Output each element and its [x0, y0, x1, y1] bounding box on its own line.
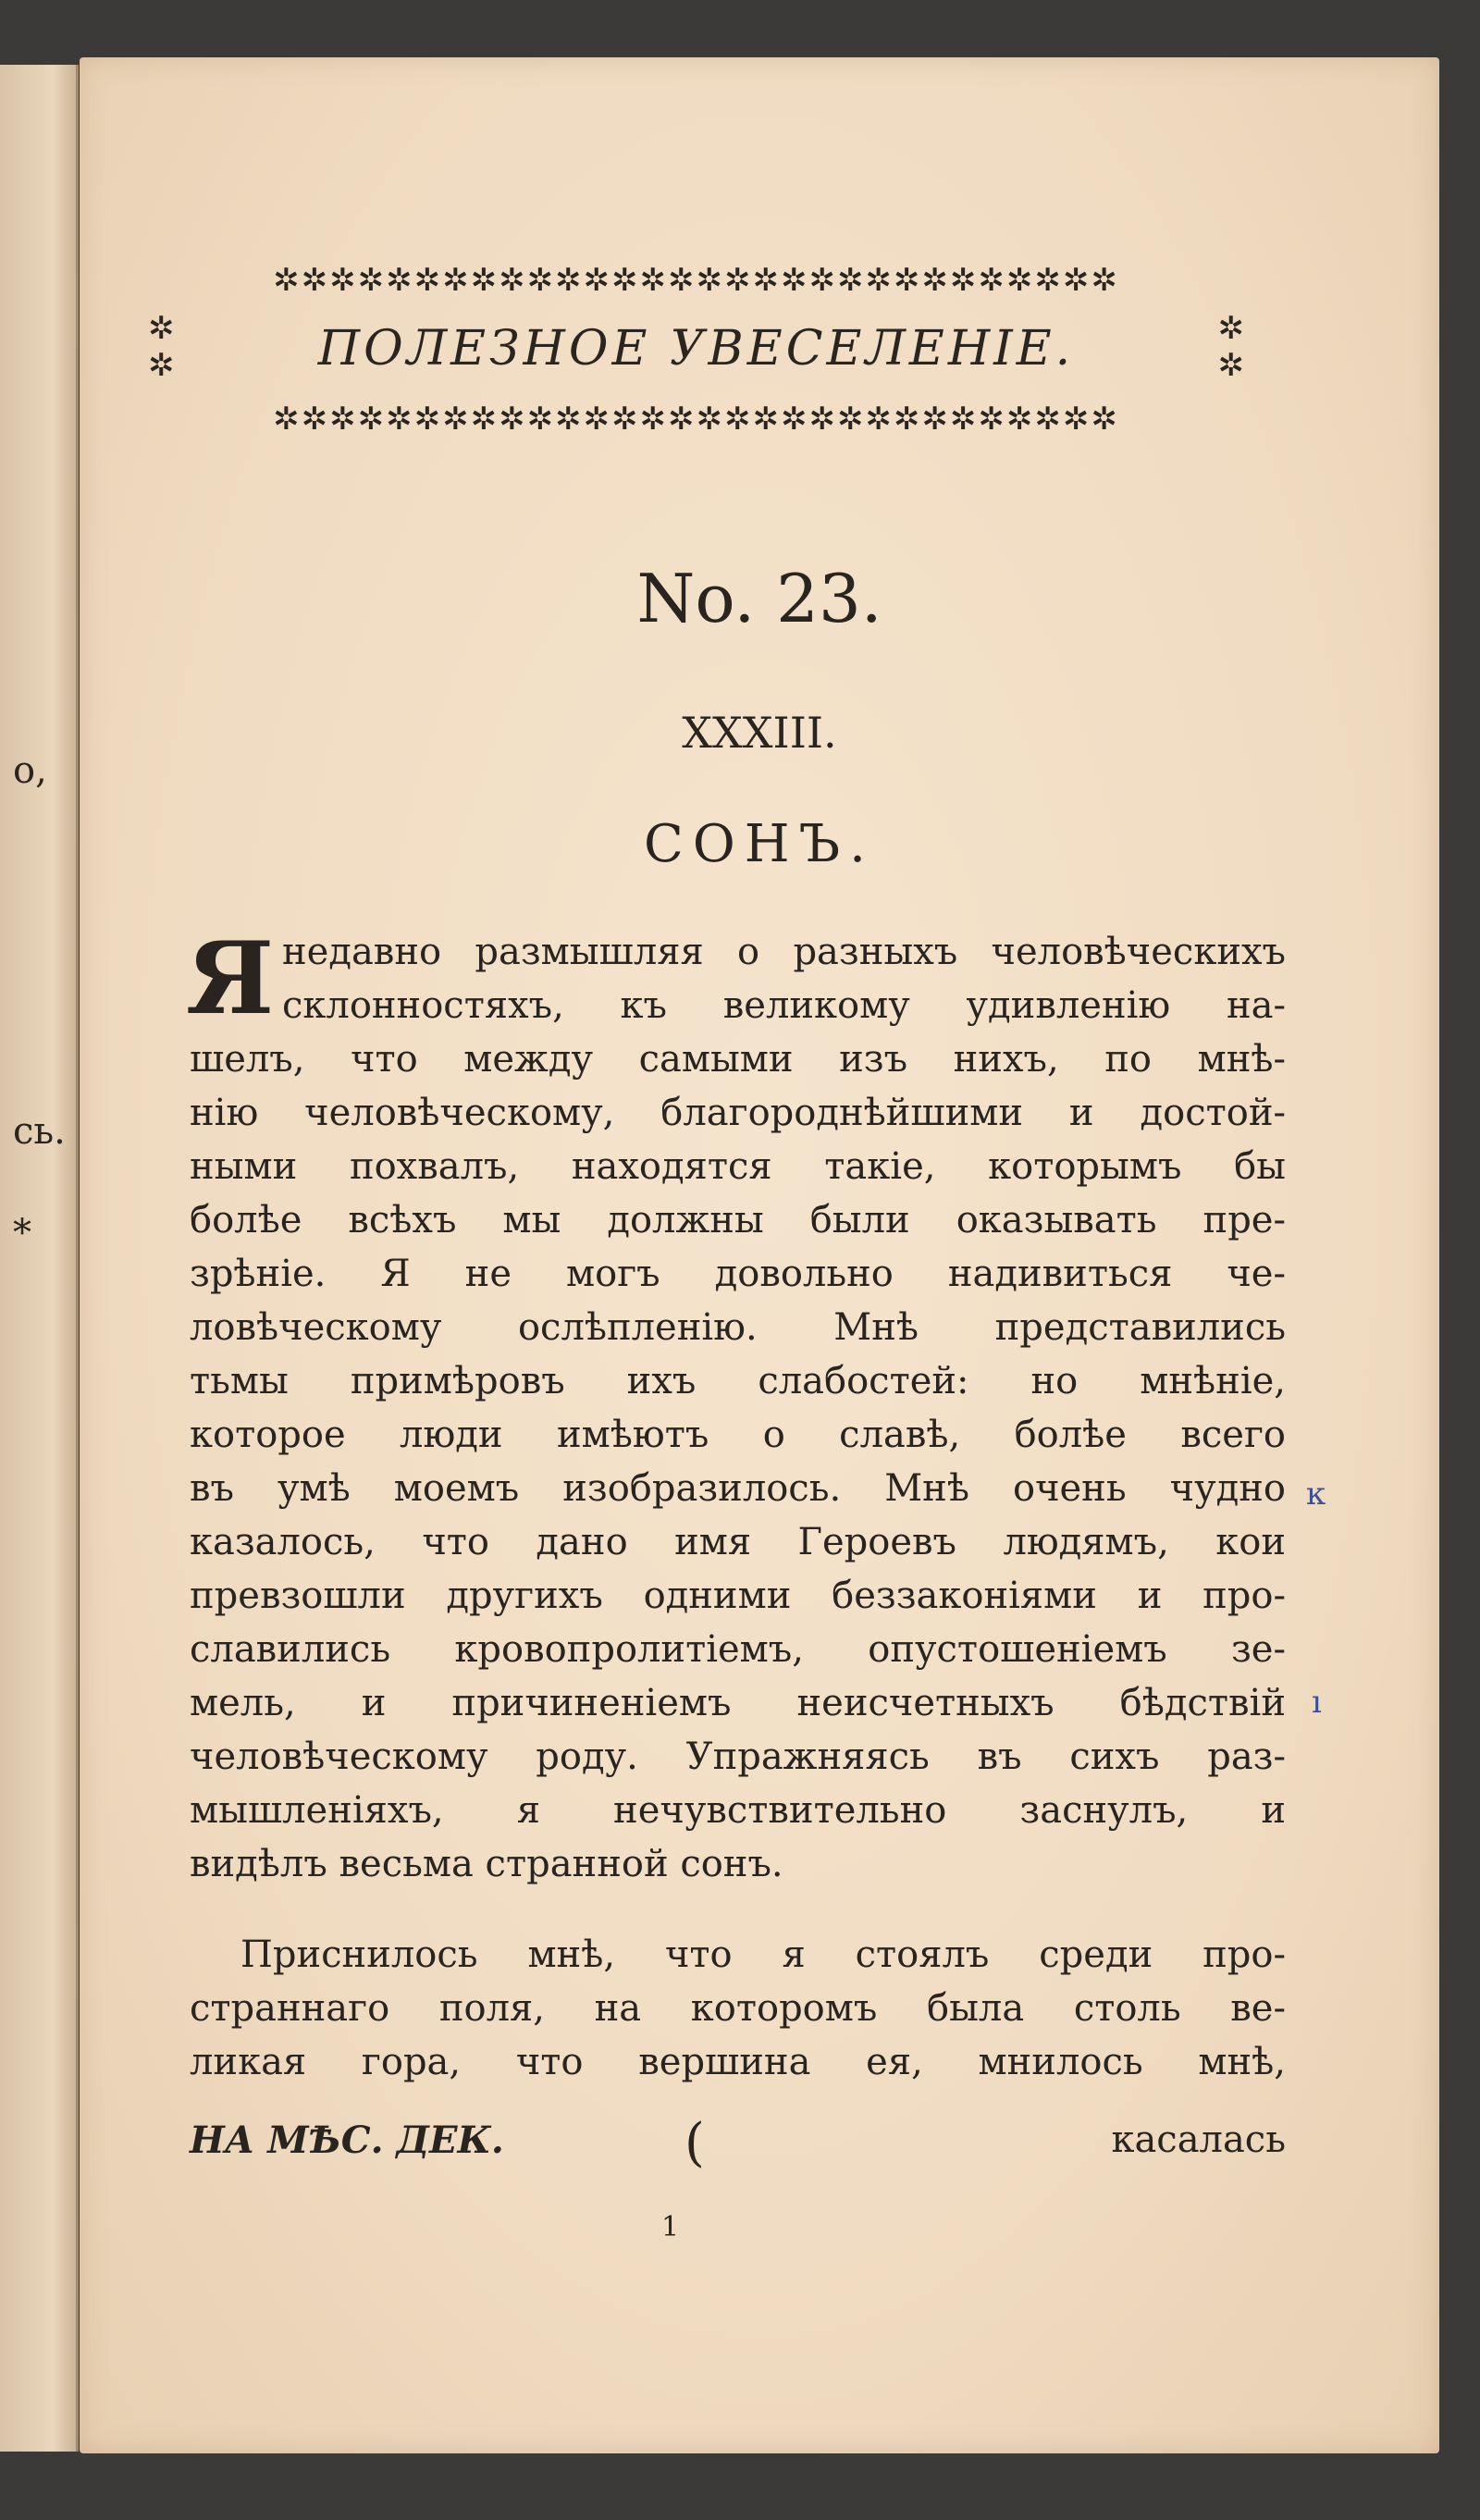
article-body: [186, 920, 1286, 2089]
text-line: Приснилось мнѣ, что я стоялъ среди про-: [240, 1933, 1286, 1976]
text-line: въ умѣ моемъ изобразилось. Мнѣ очень чудно: [190, 1467, 1286, 1510]
text-line: мель, и причиненіемъ неисчетныхъ бѣдствій: [190, 1682, 1286, 1724]
periodical-title: ПОЛЕЗНОЕ УВЕСЕЛЕНІЕ.: [317, 321, 1075, 377]
ornament-border-top: ✲✲✲✲✲✲✲✲✲✲✲✲✲✲✲✲✲✲✲✲✲✲✲✲✲✲✲✲✲✲: [273, 264, 1119, 297]
text-line: ными похвалъ, находятся такіе, которымъ бы: [190, 1145, 1286, 1188]
pen-annotation: ĸ: [1306, 1476, 1326, 1513]
page-footer: [190, 2113, 1286, 2174]
text-line: ловѣческому ослѣпленію. Мнѣ представились: [190, 1306, 1286, 1349]
text-line: славились кровопролитіемъ, опустошеніемъ зе-: [190, 1628, 1286, 1671]
text-line: склонностяхъ, къ великому удивленію на-: [282, 984, 1286, 1027]
text-line: тьмы примѣровъ ихъ слабостей: но мнѣніе,: [190, 1360, 1286, 1402]
issue-number: No. 23.: [636, 560, 882, 637]
drop-cap: Я: [186, 920, 275, 1037]
paragraph-1: [190, 925, 1286, 1891]
signature-symbol: (: [684, 2113, 705, 2173]
text-line: казалось, что дано имя Героевъ людямъ, кои: [190, 1521, 1286, 1563]
signature-mark: НА МѢС. ДЕК.: [190, 2119, 504, 2162]
text-line: человѣческому роду. Упражняясь въ сихъ раз-: [190, 1736, 1286, 1778]
facing-page-edge: [0, 65, 79, 2452]
text-line: страннаго поля, на которомъ была столь ве-: [190, 1987, 1286, 2030]
ornament-border-left: ✲ ✲: [148, 310, 175, 384]
text-line: мышленіяхъ, я нечувствительно заснулъ, и: [190, 1789, 1286, 1832]
facing-page-fragment: *: [13, 1212, 31, 1254]
paragraph-2: [190, 1928, 1286, 2089]
pen-annotation: ı: [1312, 1684, 1322, 1721]
facing-page-fragment: сь.: [13, 1110, 66, 1153]
article-title: СОНЪ.: [644, 814, 875, 874]
text-line: шелъ, что между самыми изъ нихъ, по мнѣ-: [190, 1038, 1286, 1081]
ornament-border-right: ✲ ✲: [1217, 310, 1244, 384]
text-line: видѣлъ весьма странной сонъ.: [190, 1843, 783, 1885]
header-ornament-frame: [148, 264, 1244, 439]
text-line: которое люди имѣютъ о славѣ, болѣе всего: [190, 1414, 1286, 1456]
page-mark: 1: [661, 2211, 680, 2243]
catchword: касалась: [1111, 2119, 1286, 2161]
text-line: превзошли другихъ одними беззаконіями и про-: [190, 1575, 1286, 1617]
text-line: зрѣніе. Я не могъ довольно надивиться че-: [190, 1253, 1286, 1295]
text-line: болѣе всѣхъ мы должны были оказывать пре-: [190, 1199, 1286, 1241]
facing-page-fragment: о,: [13, 749, 47, 792]
text-line: ликая гора, что вершина ея, мнилось мнѣ,: [190, 2041, 1286, 2083]
text-line: нію человѣческому, благороднѣйшими и достой-: [190, 1092, 1286, 1134]
text-line: недавно размышляя о разныхъ человѣческихъ: [282, 931, 1286, 973]
ornament-border-bottom: ✲✲✲✲✲✲✲✲✲✲✲✲✲✲✲✲✲✲✲✲✲✲✲✲✲✲✲✲✲✲: [273, 402, 1119, 436]
section-number: XXXIII.: [682, 708, 837, 758]
